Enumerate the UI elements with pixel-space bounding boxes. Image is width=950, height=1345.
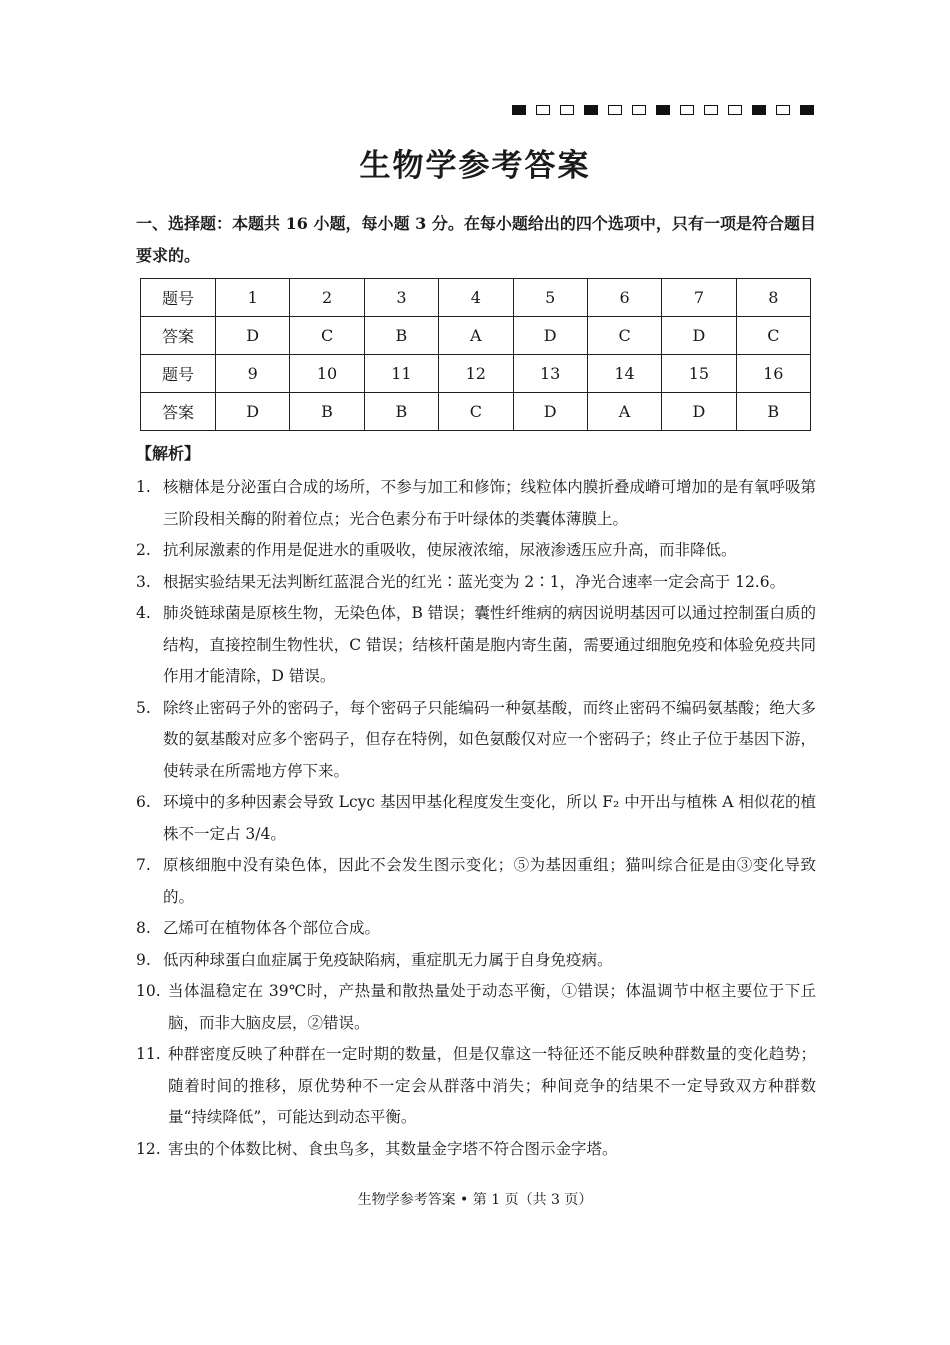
table-cell: B (736, 393, 810, 431)
table-cell: C (736, 317, 810, 355)
table-cell: 13 (513, 355, 587, 393)
analysis-item (136, 567, 816, 599)
analysis-item (136, 945, 816, 977)
table-cell: D (216, 317, 290, 355)
answer-table (140, 278, 811, 431)
page-footer: 生物学参考答案 • 第 1 页（共 3 页） (357, 1192, 593, 1208)
section-intro: 一、选择题：本题共 16 小题，每小题 3 分。在每小题给出的四个选项中，只有一项是符合题目要求的。 (136, 214, 816, 265)
analysis-item (136, 535, 816, 567)
item-number: 12. (136, 1139, 161, 1158)
item-text: 种群密度反映了种群在一定时期的数量，但是仅靠这一特征还不能反映种群数量的变化趋势；随着时间的推移，原优势种不一定会从群落中消失；种间竞争的结果不一定导致双方种群数量“持续降低”，可能达到动态平衡。 (168, 1045, 816, 1126)
analysis-item (136, 598, 816, 693)
empty-square-mark (704, 105, 718, 115)
item-number: 11. (136, 1045, 161, 1063)
item-number: 8. (136, 919, 151, 937)
filled-square-mark (584, 105, 598, 115)
item-text: 根据实验结果无法判断红蓝混合光的红光∶蓝光变为 2∶1，净光合速率一定会高于 12.6。 (163, 572, 786, 591)
table-cell: 1 (216, 279, 290, 317)
item-text: 抗利尿激素的作用是促进水的重吸收，使尿液浓缩，尿液渗透压应升高，而非降低。 (163, 541, 737, 559)
row-header-cell: 题号 (141, 279, 216, 317)
item-text: 原核细胞中没有染色体，因此不会发生图示变化；⑤为基因重组；猫叫综合征是由③变化导致的。 (163, 856, 816, 906)
analysis-item (136, 472, 816, 535)
table-row (141, 279, 811, 317)
item-text: 肺炎链球菌是原核生物，无染色体，B 错误；囊性纤维病的病因说明基因可以通过控制蛋白质的结构，直接控制生物性状，C 错误；结核杆菌是胞内寄生菌，需要通过细胞免疫和体验免疫共同作用才能清除，D 错误。 (163, 604, 816, 685)
analysis-list (136, 472, 816, 1165)
table-cell: C (587, 317, 661, 355)
table-cell: 6 (587, 279, 661, 317)
table-cell: 3 (364, 279, 438, 317)
row-header-cell: 答案 (141, 317, 216, 355)
table-cell: D (216, 393, 290, 431)
table-cell: 7 (662, 279, 736, 317)
table-cell: D (513, 317, 587, 355)
analysis-item (136, 1134, 816, 1166)
table-cell: A (587, 393, 661, 431)
header-marks (512, 105, 814, 115)
item-number: 7. (136, 856, 151, 874)
filled-square-mark (752, 105, 766, 115)
analysis-item (136, 850, 816, 913)
item-text: 低丙种球蛋白血症属于免疫缺陷病，重症肌无力属于自身免疫病。 (163, 950, 613, 969)
table-cell: 11 (364, 355, 438, 393)
table-cell: 5 (513, 279, 587, 317)
item-text: 当体温稳定在 39℃时，产热量和散热量处于动态平衡，①错误；体温调节中枢主要位于下丘脑，而非大脑皮层，②错误。 (168, 982, 816, 1032)
analysis-item (136, 913, 816, 945)
filled-square-mark (800, 105, 814, 115)
item-number: 9. (136, 950, 151, 969)
empty-square-mark (776, 105, 790, 115)
table-cell: D (662, 317, 736, 355)
item-text: 乙烯可在植物体各个部位合成。 (163, 919, 381, 937)
table-cell: 16 (736, 355, 810, 393)
filled-square-mark (656, 105, 670, 115)
analysis-item (136, 787, 816, 850)
item-text: 核糖体是分泌蛋白合成的场所，不参与加工和修饰；线粒体内膜折叠成嵴可增加的是有氧呼吸第三阶段相关酶的附着位点；光合色素分布于叶绿体的类囊体薄膜上。 (163, 478, 816, 528)
item-text: 害虫的个体数比树、食虫鸟多，其数量金字塔不符合图示金字塔。 (168, 1139, 618, 1158)
row-header-cell: 题号 (141, 355, 216, 393)
table-cell: B (364, 393, 438, 431)
table-cell: A (439, 317, 513, 355)
table-row (141, 355, 811, 393)
table-cell: 12 (439, 355, 513, 393)
table-cell: 2 (290, 279, 364, 317)
table-cell: 4 (439, 279, 513, 317)
empty-square-mark (728, 105, 742, 115)
item-number: 1. (136, 478, 151, 496)
analysis-item (136, 1039, 816, 1134)
item-text: 环境中的多种因素会导致 Lcyc 基因甲基化程度发生变化，所以 F₂ 中开出与植株 A 相似花的植株不一定占 3/4。 (163, 793, 816, 843)
table-cell: 8 (736, 279, 810, 317)
item-number: 3. (136, 572, 151, 591)
empty-square-mark (608, 105, 622, 115)
table-cell: 9 (216, 355, 290, 393)
table-cell: 14 (587, 355, 661, 393)
table-row (141, 317, 811, 355)
table-cell: 15 (662, 355, 736, 393)
analysis-item (136, 693, 816, 788)
row-header-cell: 答案 (141, 393, 216, 431)
analysis-item (136, 976, 816, 1039)
empty-square-mark (680, 105, 694, 115)
empty-square-mark (536, 105, 550, 115)
document-title: 生物学参考答案 (359, 148, 591, 184)
item-number: 10. (136, 982, 161, 1000)
item-number: 6. (136, 793, 151, 811)
table-cell: 10 (290, 355, 364, 393)
table-cell: D (662, 393, 736, 431)
table-cell: C (439, 393, 513, 431)
table-row (141, 393, 811, 431)
item-number: 4. (136, 604, 151, 622)
table-cell: C (290, 317, 364, 355)
item-number: 5. (136, 698, 151, 717)
table-cell: B (290, 393, 364, 431)
analysis-heading: 【解析】 (136, 444, 201, 463)
table-cell: B (364, 317, 438, 355)
filled-square-mark (512, 105, 526, 115)
table-cell: D (513, 393, 587, 431)
item-number: 2. (136, 541, 151, 559)
empty-square-mark (632, 105, 646, 115)
item-text: 除终止密码子外的密码子，每个密码子只能编码一种氨基酸，而终止密码不编码氨基酸；绝大多数的氨基酸对应多个密码子，但存在特例，如色氨酸仅对应一个密码子；终止子位于基因下游，使转录在所需地方停下来。 (163, 698, 816, 780)
empty-square-mark (560, 105, 574, 115)
